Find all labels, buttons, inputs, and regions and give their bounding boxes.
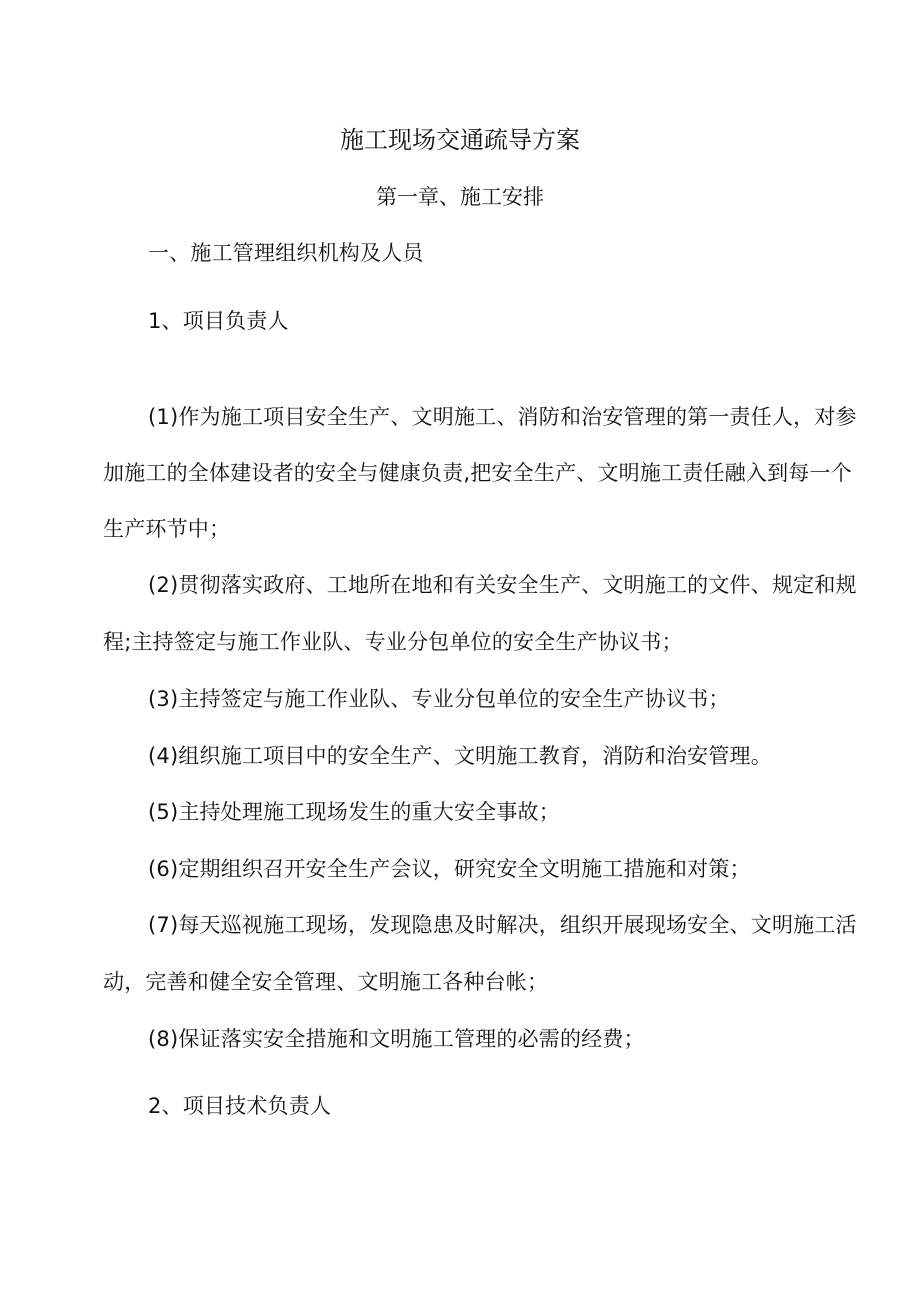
item-2-line-2: 程;主持签定与施工作业队、专业分包单位的安全生产协议书； bbox=[103, 630, 683, 654]
item-7-line-2: 动，完善和健全安全管理、文明施工各种台帐； bbox=[103, 970, 549, 994]
item-1-line-1: (1)作为施工项目安全生产、文明施工、消防和治安管理的第一责任人，对参 bbox=[148, 405, 857, 429]
item-2-line-1: (2)贯彻落实政府、工地所在地和有关安全生产、文明施工的文件、规定和规 bbox=[148, 573, 857, 597]
section-heading: 一、施工管理组织机构及人员 bbox=[148, 241, 424, 265]
chapter-heading: 第一章、施工安排 bbox=[376, 185, 544, 209]
document-title: 施工现场交通疏导方案 bbox=[340, 126, 580, 154]
item-7-line-1: (7)每天巡视施工现场，发现隐患及时解决，组织开展现场安全、文明施工活 bbox=[148, 913, 857, 937]
subsection-heading-technical-leader: 2、项目技术负责人 bbox=[148, 1094, 332, 1118]
item-5: (5)主持处理施工现场发生的重大安全事故； bbox=[148, 800, 560, 824]
item-1-line-2: 加施工的全体建设者的安全与健康负责,把安全生产、文明施工责任融入到每一个 bbox=[103, 461, 852, 485]
subsection-heading-project-leader: 1、项目负责人 bbox=[148, 309, 289, 333]
item-6: (6)定期组织召开安全生产会议，研究安全文明施工措施和对策； bbox=[148, 857, 751, 881]
item-3: (3)主持签定与施工作业队、专业分包单位的安全生产协议书； bbox=[148, 687, 730, 711]
item-8: (8)保证落实安全措施和文明施工管理的必需的经费； bbox=[148, 1027, 645, 1051]
item-4: (4)组织施工项目中的安全生产、文明施工教育，消防和治安管理。 bbox=[148, 744, 772, 768]
item-1-line-3: 生产环节中； bbox=[103, 517, 231, 541]
